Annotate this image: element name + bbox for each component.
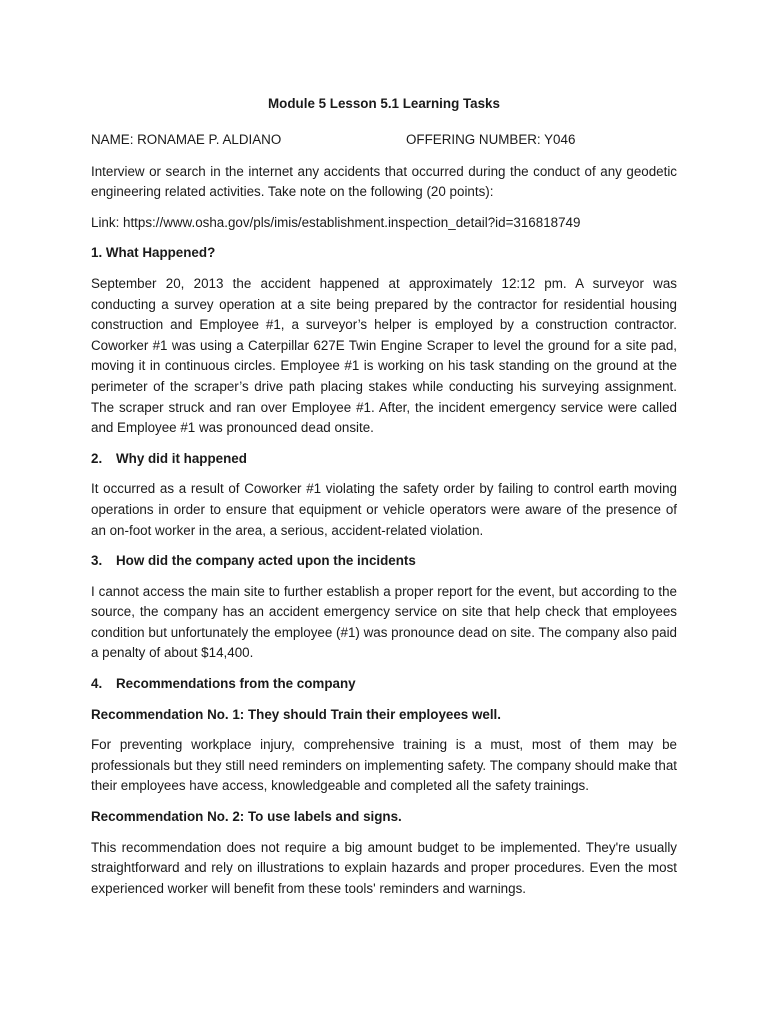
section-heading-why — [91, 449, 677, 470]
offering-number: OFFERING NUMBER: Y046 — [406, 131, 576, 147]
student-name: NAME: RONAMAE P. ALDIANO — [91, 131, 282, 147]
source-link: Link: https://www.osha.gov/pls/imis/establishment.inspection_detail?id=316818749 — [91, 214, 581, 230]
section-number: 4. — [91, 676, 103, 692]
section-body-why: It occurred as a result of Coworker #1 violating the safety order by failing to control earth moving operations in order to ensure that equipment or vehicle operators were aware of the presence of an on-foot worker in the area, a serious, accident-related violation. — [91, 481, 677, 538]
section-body-what-happened: September 20, 2013 the accident happened at approximately 12:12 pm. A surveyor was conducting a survey operation at a site being prepared by the contractor for residential housing construction and Employee #1, a surveyor’s helper is employed by a construction contractor. Coworker #1 was using a Caterpillar 627E Twin Engine Scraper to level the ground for a site pad, moving it in continuous circles. Employee #1 is working on his task standing on the ground at the perimeter of the scraper’s drive path placing stakes while conducting his surveying assignment. The scraper struck and ran over Employee #1. After, the incident emergency service were called and Employee #1 was pronounced dead onsite. — [91, 275, 677, 436]
section-body-company-action: I cannot access the main site to further establish a proper report for the event, but according to the source, the company has an accident emergency service on site that help check that employees condition but unfortunately the employee (#1) was pronounce dead on site. The company also paid a penalty of about $14,400. — [91, 583, 677, 661]
student-info-row — [91, 130, 677, 151]
document-title: Module 5 Lesson 5.1 Learning Tasks — [268, 96, 500, 111]
section-number: 3. — [91, 553, 103, 569]
document-page — [91, 94, 677, 909]
recommendation-body-2: This recommendation does not require a big amount budget to be implemented. They're usually straightforward and rely on illustrations to explain hazards and proper procedures. Even the most experienced worker will benefit from these tools' reminders and warnings. — [91, 839, 677, 896]
section-heading-company-action — [91, 551, 677, 572]
section-heading-what-happened: 1. What Happened? — [91, 245, 216, 261]
intro-paragraph: Interview or search in the internet any accidents that occurred during the conduct of any geodetic engineering related activities. Take note on the following (20 points): — [91, 163, 677, 200]
section-heading-text: How did the company acted upon the incidents — [116, 553, 416, 569]
section-heading-text: Recommendations from the company — [116, 676, 356, 692]
section-number: 2. — [91, 450, 103, 466]
section-heading-text: Why did it happened — [116, 450, 247, 466]
recommendation-heading-2: Recommendation No. 2: To use labels and signs. — [91, 809, 402, 825]
recommendation-heading-1: Recommendation No. 1: They should Train their employees well. — [91, 706, 501, 722]
recommendation-body-1: For preventing workplace injury, comprehensive training is a must, most of them may be professionals but they still need reminders on implementing safety. The company should make that their employees have access, knowledgeable and completed all the safety trainings. — [91, 737, 677, 794]
section-heading-recommendations — [91, 674, 677, 695]
